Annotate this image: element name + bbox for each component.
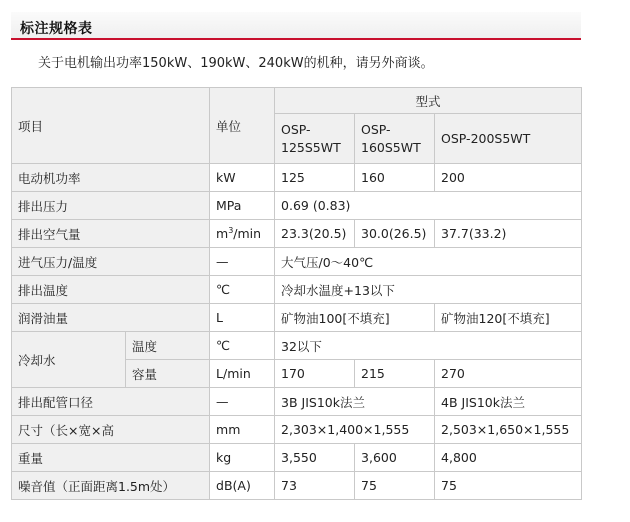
cell-value: 73 <box>275 472 355 500</box>
cell-value: 4,800 <box>435 444 582 472</box>
note-text: 关于电机输出功率150kW、190kW、240kW的机种，请另外商谈。 <box>38 56 434 71</box>
cell-value: 3,600 <box>355 444 435 472</box>
row-label-discharge-temp: 排出温度 <box>12 276 210 304</box>
table-row <box>12 304 582 332</box>
section-title: 标注规格表 <box>20 21 93 37</box>
row-unit: kg <box>210 444 275 472</box>
row-sublabel-temp: 温度 <box>126 332 210 360</box>
cell-value: 3,550 <box>275 444 355 472</box>
row-unit: ℃ <box>210 332 275 360</box>
cell-value: 矿物油120[不填充] <box>435 304 582 332</box>
row-label-pipe: 排出配管口径 <box>12 388 210 416</box>
cell-value: 200 <box>435 164 582 192</box>
unit-base: m <box>216 226 229 242</box>
table-row <box>12 444 582 472</box>
cell-value: 32以下 <box>275 332 582 360</box>
section-header <box>11 12 581 40</box>
cell-value: 矿物油100[不填充] <box>275 304 435 332</box>
unit-superscript: 3 <box>228 225 234 235</box>
row-label-motor-power: 电动机功率 <box>12 164 210 192</box>
cell-value: 大气压/0～40℃ <box>275 248 582 276</box>
cell-value: 2,503×1,650×1,555 <box>435 416 582 444</box>
row-unit: dB(A) <box>210 472 275 500</box>
header-model-2: OSP-160S5WT <box>355 114 435 164</box>
cell-value: 270 <box>435 360 582 388</box>
row-label-lube-oil: 润滑油量 <box>12 304 210 332</box>
table-row <box>12 472 582 500</box>
cell-value: 23.3(20.5) <box>275 220 355 248</box>
cell-value: 0.69 (0.83) <box>275 192 582 220</box>
cell-value: 170 <box>275 360 355 388</box>
table-row <box>12 164 582 192</box>
cell-value: 75 <box>435 472 582 500</box>
row-label-size: 尺寸（长×宽×高 <box>12 416 210 444</box>
row-unit: L/min <box>210 360 275 388</box>
cell-value: 3B JIS10k法兰 <box>275 388 435 416</box>
row-unit: ℃ <box>210 276 275 304</box>
cell-value: 125 <box>275 164 355 192</box>
cell-value: 75 <box>355 472 435 500</box>
row-label-noise: 噪音值（正面距离1.5m处） <box>12 472 210 500</box>
row-label-discharge-pressure: 排出压力 <box>12 192 210 220</box>
row-sublabel-capacity: 容量 <box>126 360 210 388</box>
row-unit: MPa <box>210 192 275 220</box>
row-label-weight: 重量 <box>12 444 210 472</box>
row-label-cooling-water: 冷却水 <box>12 332 126 388</box>
table-row <box>12 276 582 304</box>
row-unit-air-volume <box>210 220 275 248</box>
cell-value: 30.0(26.5) <box>355 220 435 248</box>
cell-value: 冷却水温度+13以下 <box>275 276 582 304</box>
cell-value: 37.7(33.2) <box>435 220 582 248</box>
header-model-group: 型式 <box>275 88 582 114</box>
table-row <box>12 388 582 416</box>
row-unit: L <box>210 304 275 332</box>
row-unit: mm <box>210 416 275 444</box>
table-row <box>12 192 582 220</box>
header-model-3: OSP-200S5WT <box>435 114 582 164</box>
table-row <box>12 416 582 444</box>
table-row <box>12 332 582 360</box>
header-item: 项目 <box>12 88 210 164</box>
row-label-intake: 进气压力/温度 <box>12 248 210 276</box>
cell-value: 215 <box>355 360 435 388</box>
row-unit: — <box>210 248 275 276</box>
row-label-air-volume: 排出空气量 <box>12 220 210 248</box>
table-header-row <box>12 88 582 114</box>
unit-tail: /min <box>233 226 262 242</box>
row-unit: — <box>210 388 275 416</box>
table-row <box>12 220 582 248</box>
cell-value: 4B JIS10k法兰 <box>435 388 582 416</box>
header-unit: 单位 <box>210 88 275 164</box>
spec-table <box>11 87 582 500</box>
cell-value: 160 <box>355 164 435 192</box>
table-row <box>12 248 582 276</box>
header-model-1: OSP-125S5WT <box>275 114 355 164</box>
row-unit: kW <box>210 164 275 192</box>
cell-value: 2,303×1,400×1,555 <box>275 416 435 444</box>
